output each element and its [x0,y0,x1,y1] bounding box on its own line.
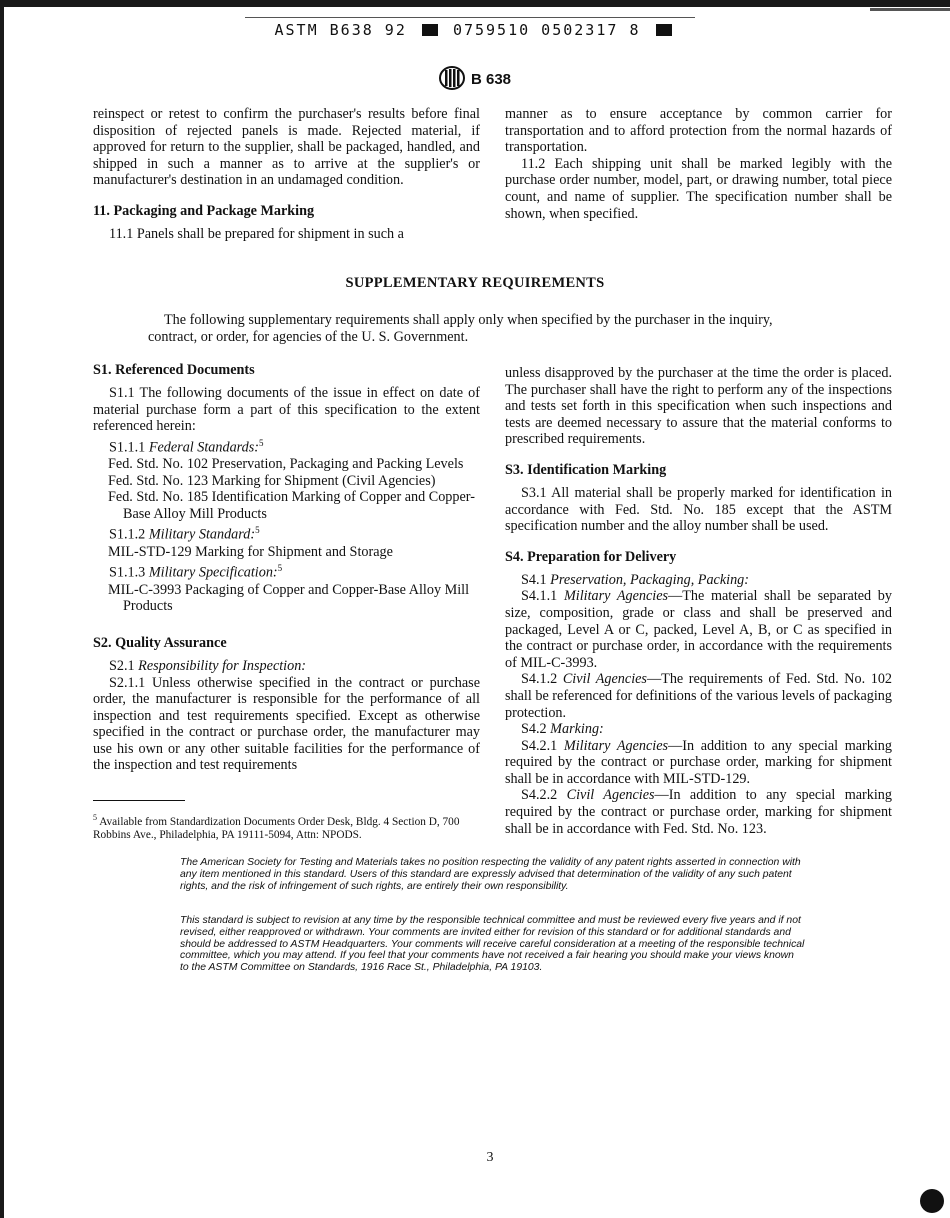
s4-1-label [505,572,892,589]
s1-1-3-label [93,560,480,581]
s4-2-title: Marking: [550,721,604,738]
intro-line-1: The following supplementary requirements shall apply only when specified by the purchaser in the inquiry, [164,312,773,328]
left-scan-edge [0,0,4,1218]
designation-label: B 638 [470,71,512,88]
s3-1-paragraph: S3.1 All material shall be properly marked for identification in accordance with Fed. Std. No. 185 except that the ASTM specification number and the alloy number shall be used. [505,484,892,535]
s1-1-paragraph: S1.1 The following documents of the issue in effect on date of material purchase form a part of this specification to the extent referenced herein: [93,385,480,435]
s4-1-2-title: Civil Agencies [562,671,647,688]
s4-2-number: S4.2 [521,721,547,738]
s4-2-label [505,721,892,738]
list-item: MIL-STD-129 Marking for Shipment and Storage [108,543,393,560]
page-number: 3 [486,1150,494,1165]
s4-1-1-title: Military Agencies [563,588,669,605]
s4-2-2-text: —In addition to any special marking required by the contract or purchase order, marking for shipment shall be in accordance with Fed. Std. No. 123. [505,787,892,837]
supplementary-intro [148,312,828,345]
s4-1-2-text: —The requirements of Fed. Std. No. 102 shall be referenced for definitions of the various levels of packaging protection. [505,671,893,721]
transport-paragraph: manner as to ensure acceptance by common carrier for transportation and to afford protection from the normal hazards of transportation. [505,106,892,156]
list-item: MIL-C-3993 Packaging of Copper and Copper-Base Alloy Mill Products [108,581,470,615]
supplementary-title: SUPPLEMENTARY REQUIREMENTS [345,275,605,291]
left-column-top [93,106,480,243]
s1-1-1-label [93,435,480,456]
s4-1-1-number: S4.1.1 [521,588,558,605]
list-item: Fed. Std. No. 185 Identification Marking of Copper and Copper-Base Alloy Mill Products [108,489,475,522]
s4-1-number: S4.1 [521,571,547,588]
paragraph-11-2: 11.2 Each shipping unit shall be marked legibly with the purchase order number, model, part, or drawing number, total piece count, and name of supplier. The specification number shall be shown, when specified. [505,155,892,222]
patent-notice-text: The American Society for Testing and Materials takes no position respecting the validity of any patent rights asserted in connection with any item mentioned in this standard. Users of this standard are expressly advised that determination of the validity of any such patent rights, and the risk of infringement of such rights, are entirely their own responsibility. [180,857,801,892]
header-rule [245,17,695,18]
s2-continuation: unless disapproved by the purchaser at the time the order is placed. The purchaser shall have the right to perform any of the inspections and tests set forth in this specification when such inspections and tests are deemed necessary to assure that the material conforms to prescribed requirements. [505,365,892,448]
intro-line-2: contract, or order, for agencies of the U. S. Government. [148,328,469,345]
s4-1-1-text: —The material shall be separated by size, composition, grade or class and shall be preserved and packaged, Level A or C, packed, Level A, B, or C as specified in the contract or purchase order, in accordance with the requirements of MIL-C-3993. [505,588,892,671]
list-item: Fed. Std. No. 123 Marking for Shipment (Civil Agencies) [108,472,436,489]
astm-logo-icon [439,66,465,90]
s1-heading: S1. Referenced Documents [93,362,255,378]
footnote-ref: 5 [259,437,264,448]
military-standards-list [93,544,480,561]
section-11-heading: 11. Packaging and Package Marking [93,202,315,219]
scan-dot [920,1189,944,1213]
right-column-top [505,106,892,222]
s1-1-1-title: Federal Standards: [148,439,260,456]
scan-header-right-b: 8 [629,21,641,39]
rejection-paragraph: reinspect or retest to confirm the purchaser's results before final disposition of rejected panels is made. Rejected material, if approved for return to the supplier, shall be packaged, handled, and shipped in such a manner as to arrive at the supplier's or manufacturer's destination in an undamaged condition. [93,106,480,189]
footnote [93,811,480,842]
footnote-rule [93,800,185,801]
s4-2-1-number: S4.2.1 [521,737,558,754]
federal-standards-list [93,456,480,522]
standard-designation [0,66,950,90]
black-block-icon [656,24,672,36]
s2-1-number: S2.1 [109,657,135,674]
s1-1-3-number: S1.1.3 [109,565,146,582]
right-column-bottom [505,365,892,837]
military-specification-list [93,582,480,615]
paragraph-11-1: 11.1 Panels shall be prepared for shipment in such a [109,225,404,242]
footnote-ref: 5 [277,563,283,574]
footnote-mark: 5 [93,813,97,822]
scan-header [0,21,950,39]
s4-1-2-paragraph [505,671,892,721]
scan-header-left: ASTM B638 92 [274,21,407,39]
list-item: Fed. Std. No. 102 Preservation, Packaging and Packing Levels [108,456,464,473]
s1-1-2-number: S1.1.2 [109,527,146,544]
left-column-bottom [93,362,480,774]
s4-2-1-text: —In addition to any special marking required by the contract or purchase order, marking for shipment shall be in accordance with MIL-STD-129. [505,737,892,787]
s4-2-1-paragraph [505,738,892,788]
s1-1-3-title: Military Specification: [148,565,278,582]
s4-2-1-title: Military Agencies [563,737,669,754]
footnote-ref: 5 [255,525,260,536]
s2-1-title: Responsibility for Inspection: [138,657,307,674]
s2-1-label [93,658,480,675]
s2-heading: S2. Quality Assurance [93,634,227,651]
s4-heading: S4. Preparation for Delivery [505,548,677,565]
s4-1-title: Preservation, Packaging, Packing: [550,571,749,588]
scan-header-right-a: 0759510 0502317 [452,21,619,39]
top-border [0,0,950,7]
s2-1-1-paragraph: S2.1.1 Unless otherwise specified in the contract or purchase order, the manufacturer is responsible for the performance of all inspection and test requirements specified. Except as otherwise specified in the contract or purchase order, the manufacturer may use his own or any other suitable facilities for the performance of the inspection and test requirements [93,674,480,774]
s1-1-2-label [93,522,480,543]
revision-notice-text: This standard is subject to revision at any time by the responsible technical committee and must be reviewed every five years and if not revised, either reapproved or withdrawn. Your comments are invited either for revision of this standard or for additional standards and should be addressed to ASTM Headquarters. Your comments will receive careful consideration at a meeting of the responsible technical committee, which you may attend. If you feel that your comments have not received a fair hearing you should make your views known to the ASTM Committee on Standards, 1916 Race St., Philadelphia, PA 19103. [180,915,805,974]
patent-notice [180,857,805,892]
black-block-icon [422,24,438,36]
s1-1-1-number: S1.1.1 [109,439,146,456]
s4-1-2-number: S4.1.2 [521,671,558,688]
s4-2-2-title: Civil Agencies [566,787,655,804]
revision-notice [180,915,805,974]
s1-1-2-title: Military Standard: [148,527,256,544]
top-right-mark [870,8,950,11]
s3-heading: S3. Identification Marking [505,461,667,478]
s4-2-2-paragraph [505,787,892,837]
s4-1-1-paragraph [505,588,892,671]
s4-2-2-number: S4.2.2 [521,787,558,804]
footnote-text: Available from Standardization Documents Order Desk, Bldg. 4 Section D, 700 Robbins Ave., Philadelphia, PA 19111-5094, Attn: NPODS. [93,815,460,841]
